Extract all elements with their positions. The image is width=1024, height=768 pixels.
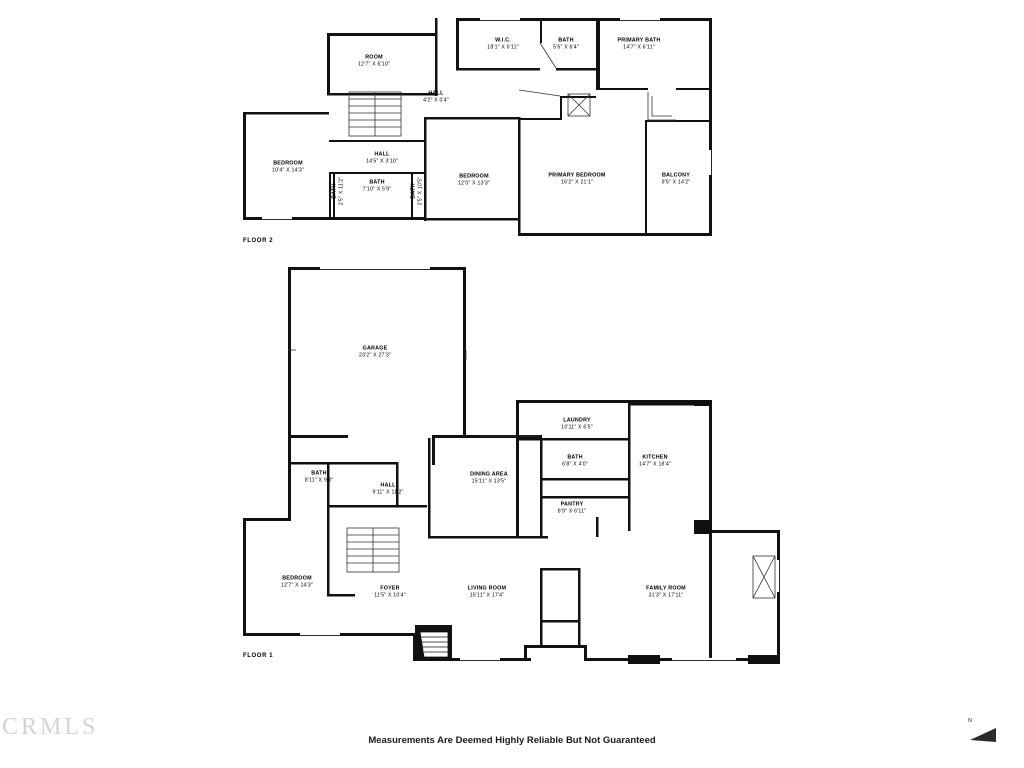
- room-name: HALL: [380, 482, 396, 489]
- disclaimer-text: Measurements Are Deemed Highly Reliable But Not Guaranteed: [368, 735, 656, 746]
- room-dimensions: 5'6" X 6'4": [553, 44, 579, 51]
- room-dimensions: 14'7" X 6'11": [623, 44, 655, 51]
- compass-north-label: N: [968, 718, 972, 724]
- room-name: FOYER: [380, 585, 400, 592]
- floor-1-tag: FLOOR 1: [243, 653, 274, 659]
- room-name: HALL: [428, 90, 444, 97]
- room-dimensions: 4'2" X 0'4": [423, 97, 449, 104]
- room-name: KITCHEN: [642, 454, 668, 461]
- room-name: BATH: [410, 183, 417, 199]
- floor-2-outline: [243, 18, 780, 664]
- room-dimensions: 15'11" X 13'5": [471, 478, 507, 485]
- room-name: BATH: [369, 179, 385, 186]
- room-dimensions: 7'10" X 5'9": [362, 186, 392, 193]
- room-dimensions: 14'7" X 18'4": [639, 461, 671, 468]
- room-name: DINING AREA: [470, 471, 508, 478]
- room-name: BEDROOM: [459, 173, 489, 180]
- room-name: FAMILY ROOM: [646, 585, 686, 592]
- room-dimensions: 9'5" X 14'2": [661, 179, 691, 186]
- floor-1-walls: [243, 267, 780, 664]
- compass-rose: [962, 718, 1004, 746]
- room-dimensions: 16'2" X 21'1": [561, 179, 593, 186]
- crmls-watermark: CRMLS: [2, 714, 99, 740]
- room-name: BALCONY: [661, 172, 691, 179]
- room-dimensions: 9'11" X 11'2": [372, 489, 404, 496]
- room-name: BATH: [567, 454, 583, 461]
- room-dimensions: 8'11" X 9'8": [304, 477, 334, 484]
- room-name: W.I.C.: [495, 37, 511, 44]
- room-name: BATH: [331, 183, 338, 199]
- room-dimensions: 12'7" X 6'10": [358, 61, 390, 68]
- floor-2-walls: [243, 18, 712, 236]
- floor-2-tag: FLOOR 2: [243, 238, 274, 244]
- room-dimensions: 18'1" X 6'11": [487, 44, 519, 51]
- room-name: BATH: [311, 470, 327, 477]
- room-dimensions: 11'5" X 10'4": [374, 592, 406, 599]
- room-dimensions: 12'0" X 13'3": [458, 180, 490, 187]
- room-name: PRIMARY BATH: [617, 37, 661, 44]
- room-dimensions: 23'2" X 27'3": [359, 352, 391, 359]
- room-name: LIVING ROOM: [467, 585, 507, 592]
- room-dimensions: 15'11" X 17'4": [469, 592, 505, 599]
- room-dimensions: 10'4" X 14'3": [272, 167, 304, 174]
- room-name: PRIMARY BEDROOM: [548, 172, 606, 179]
- room-name: HALL: [374, 151, 390, 158]
- room-name: BATH: [558, 37, 574, 44]
- room-name: PANTRY: [560, 501, 584, 508]
- room-dimensions: 2'5" X 10'5": [417, 176, 424, 206]
- room-dimensions: 12'7" X 14'3": [281, 582, 313, 589]
- room-name: BEDROOM: [282, 575, 312, 582]
- room-dimensions: 14'5" X 3'10": [366, 158, 398, 165]
- room-name: ROOM: [365, 54, 383, 61]
- room-name: GARAGE: [362, 345, 388, 352]
- room-name: BEDROOM: [273, 160, 303, 167]
- room-dimensions: 10'11" X 6'5": [561, 424, 593, 431]
- room-dimensions: 6'8" X 4'0": [562, 461, 588, 468]
- entry-stairs: [415, 625, 452, 661]
- room-dimensions: 8'9" X 6'11": [557, 508, 587, 515]
- floor-1-details: [288, 350, 775, 598]
- room-name: LAUNDRY: [563, 417, 591, 424]
- room-dimensions: 2'5" X 11'2": [338, 176, 345, 206]
- room-dimensions: 31'3" X 17'11": [648, 592, 684, 599]
